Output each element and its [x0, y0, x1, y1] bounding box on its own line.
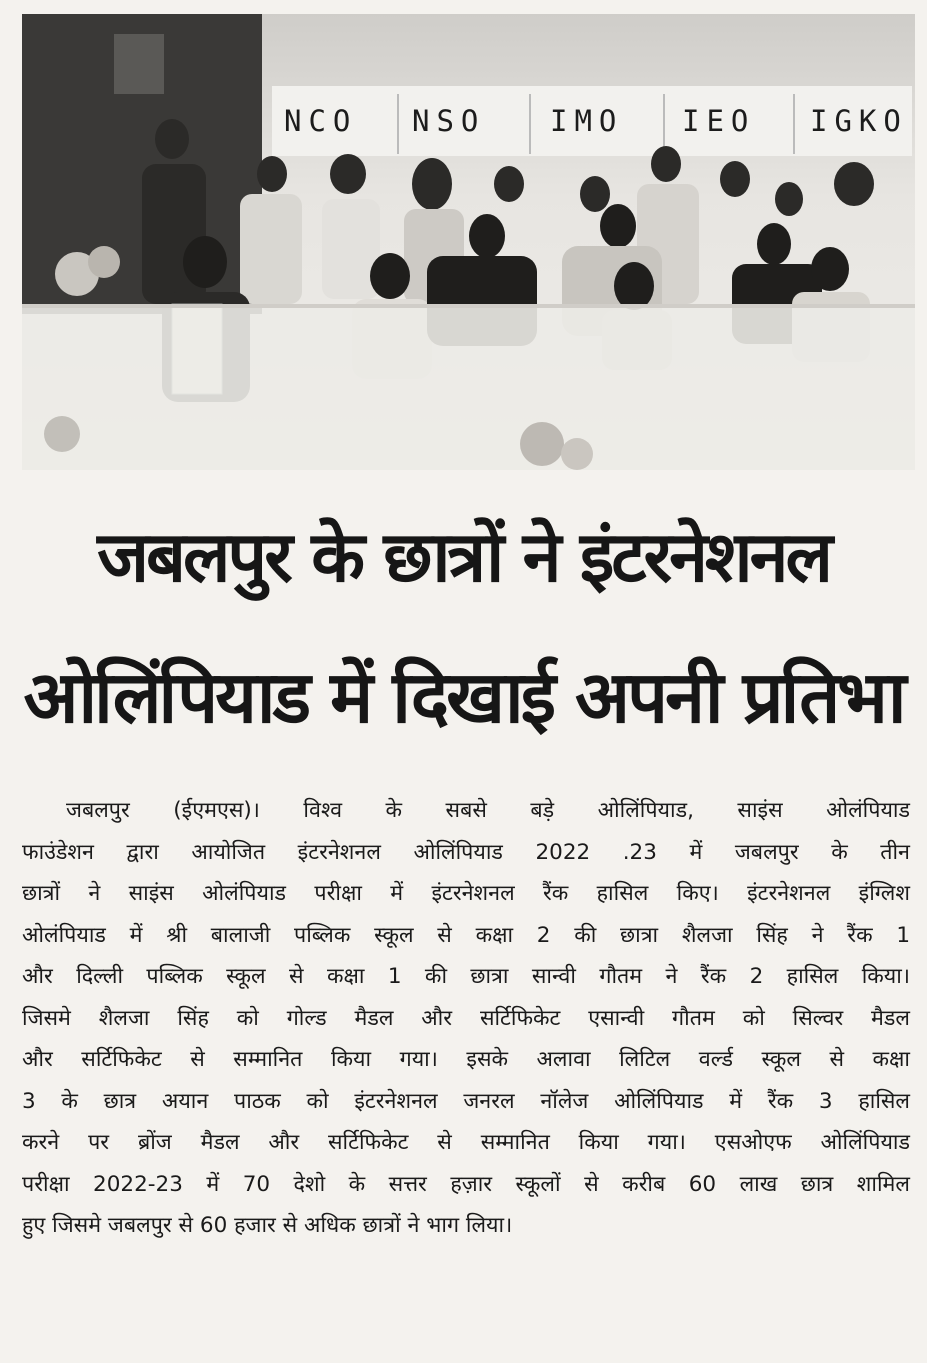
article-line: हुए जिसमे जबलपुर से 60 हजार से अधिक छात्रों ने भाग लिया।: [22, 1213, 513, 1238]
article-line: और सर्टिफिकेट से सम्मानित किया गया। इसके अलावा लिटिल वर्ल्ड स्कूल से कक्षा: [22, 1047, 910, 1072]
banner-label-imo: IMO: [550, 104, 624, 138]
headline-line-1: जबलपुर के छात्रों ने इंटरनेशनल: [97, 516, 830, 598]
article-line: 3 के छात्र अयान पाठक को इंटरनेशनल जनरल नॉलेज ओलिंपियाड में रैंक 3 हासिल: [22, 1088, 910, 1114]
article-line: और दिल्ली पब्लिक स्कूल से कक्षा 1 की छात्रा सान्वी गौतम ने रैंक 2 हासिल किया।: [22, 964, 910, 989]
headline-line-2: ओलिंपियाड में दिखाई अपनी प्रतिभा: [23, 655, 904, 739]
article-line: छात्रों ने साइंस ओलंपियाड परीक्षा में इंटरनेशनल रैंक हासिल किए। इंटरनेशनल इंग्लिश: [22, 881, 910, 906]
banner-label-igko: IGKO: [810, 104, 908, 138]
article-body: [22, 790, 910, 1247]
article-line: जबलपुर (ईएमएस)। विश्व के सबसे बड़े ओलिंपियाड, साइंस ओलंपियाड: [66, 798, 910, 823]
banner-label-nso: NSO: [412, 104, 486, 138]
photo-illustration: [22, 14, 915, 470]
article-line: ओलंपियाड में श्री बालाजी पब्लिक स्कूल से कक्षा 2 की छात्रा शैलजा सिंह ने रैंक 1: [22, 922, 910, 948]
article-line: जिसमे शैलजा सिंह को गोल्ड मैडल और सर्टिफिकेट एसान्वी गौतम को सिल्वर मैडल: [22, 1005, 910, 1031]
banner-label-ieo: IEO: [682, 104, 756, 138]
article-line: परीक्षा 2022-23 में 70 देशो के सत्तर हज़ार स्कूलों से करीब 60 लाख छात्र शामिल: [22, 1171, 910, 1197]
article-line: फाउंडेशन द्वारा आयोजित इंटरनेशनल ओलिंपियाड 2022 .23 में जबलपुर के तीन: [22, 839, 910, 865]
news-photo: [22, 14, 915, 470]
banner-label-nco: NCO: [284, 104, 358, 138]
article-line: करने पर ब्रोंज मैडल और सर्टिफिकेट से सम्मानित किया गया। एसओएफ ओलिंपियाड: [22, 1130, 910, 1155]
